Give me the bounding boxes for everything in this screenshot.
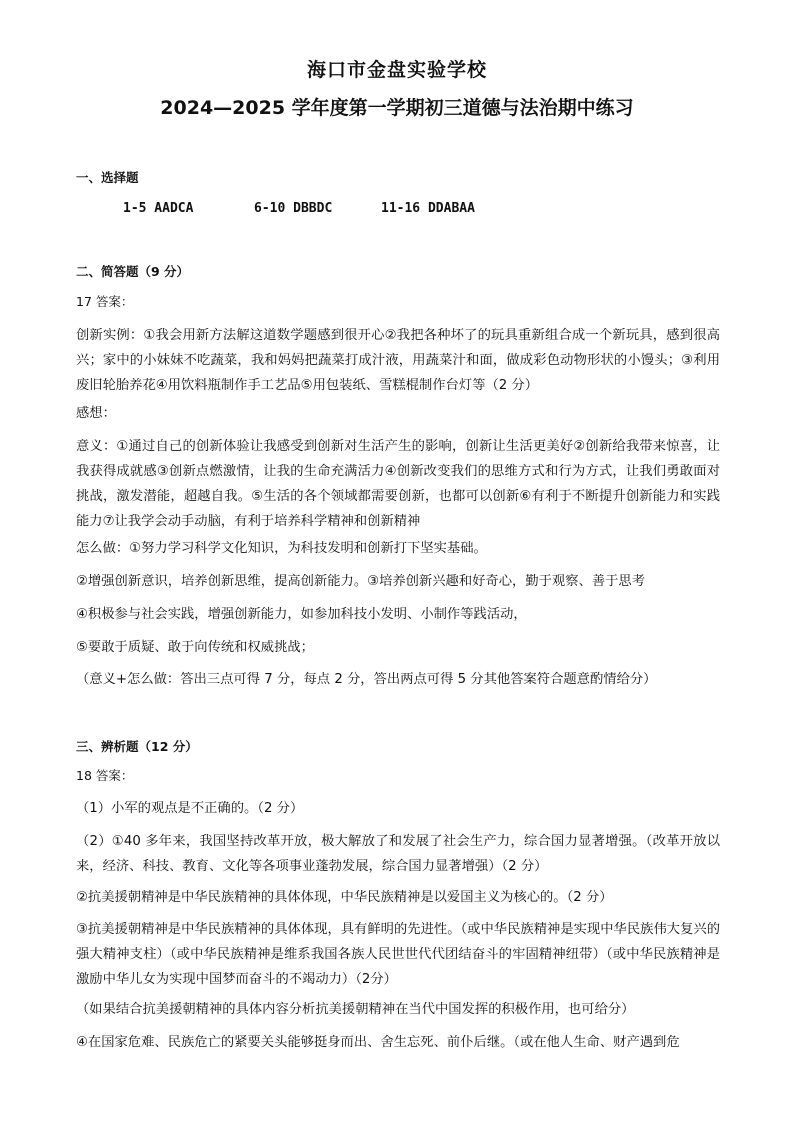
thoughts-label: 感想： — [76, 406, 116, 421]
question-label: 18 答案： — [76, 768, 134, 783]
how-to-line-2: ②增强创新意识，培养创新思维，提高创新能力。③培养创新兴趣和好奇心，勤于观察、善于思考 — [76, 574, 646, 589]
section-heading-choice: 一、选择题 — [76, 170, 139, 185]
how-to-line-4: ⑤要敢于质疑、敢于向传统和权威挑战； — [76, 640, 314, 655]
answer-part-2: （2）①40 多年来，我国坚持改革开放，极大解放了和发展了社会生产力，综合国力显著增强。（改革开放以来，经济、科技、教育、文化等各项事业蓬勃发展，综合国力显著增强）（2 分） — [76, 834, 720, 874]
answer-group: 11-16 DDABAA — [381, 201, 475, 216]
answer-group: 6-10 DBBDC — [254, 201, 333, 216]
answer-group: 1-5 AADCA — [123, 201, 194, 216]
innovation-examples: 创新实例：①我会用新方法解这道数学题感到很开心②我把各种坏了的玩具重新组合成一个新玩具，感到很高兴；家中的小妹妹不吃蔬菜，我和妈妈把蔬菜打成汁液，用蔬菜汁和面，做成彩色动物形状的小馒头；③利用废旧轮胎养花④用饮料瓶制作手工艺品⑤用包装纸、雪糕棍制作台灯等（2 分） — [76, 328, 720, 393]
section-heading-analysis: 三、辨析题（12 分） — [76, 739, 198, 754]
answer-note: （如果结合抗美援朝精神的具体内容分析抗美援朝精神在当代中国发挥的积极作用，也可给分） — [76, 1002, 635, 1017]
meaning-paragraph: 意义：①通过自己的创新体验让我感受到创新对生活产生的影响，创新让生活更美好②创新给我带来惊喜，让我获得成就感③创新点燃激情，让我的生命充满活力④创新改变我们的思维方式和行为方式，让我们勇敢面对挑战，激发潜能，超越自我。⑤生活的各个领域都需要创新，也都可以创新⑥有利于不断提升创新能力和实践能力⑦让我学会动手动脑，有利于培养科学精神和创新精神 — [76, 439, 720, 529]
question-label: 17 答案： — [76, 294, 134, 309]
how-to-line-3: ④积极参与社会实践，增强创新能力，如参加科技小发明、小制作等践活动， — [76, 607, 527, 622]
section-heading-short-answer: 二、简答题（9 分） — [76, 264, 190, 279]
answer-point-4: ④在国家危难、民族危亡的紧要关头能够挺身而出、舍生忘死、前仆后继。（或在他人生命、财产遇到危 — [76, 1035, 680, 1050]
school-title: 海口市金盘实验学校 — [306, 59, 487, 81]
how-to-line-1: 怎么做：①努力学习科学文化知识，为科技发明和创新打下坚实基础。 — [76, 541, 487, 556]
answer-part-1: （1）小军的观点是不正确的。（2 分） — [76, 801, 304, 816]
answer-point-2: ②抗美援朝精神是中华民族精神的具体体现，中华民族精神是以爱国主义为核心的。（2 分） — [76, 890, 613, 905]
scoring-note: （意义+怎么做：答出三点可得 7 分，每点 2 分，答出两点可得 5 分其他答案符合题意酌情给分） — [76, 672, 657, 687]
answer-point-3: ③抗美援朝精神是中华民族精神的具体体现，具有鲜明的先进性。（或中华民族精神是实现中华民族伟大复兴的强大精神支柱）（或中华民族精神是维系我国各族人民世世代代团结奋斗的牢固精神纽带）（或中华民族精神是激励中华儿女为实现中国梦而奋斗的不竭动力）（2分） — [76, 922, 720, 987]
exam-title: 2024—2025 学年度第一学期初三道德与法治期中练习 — [160, 97, 634, 119]
